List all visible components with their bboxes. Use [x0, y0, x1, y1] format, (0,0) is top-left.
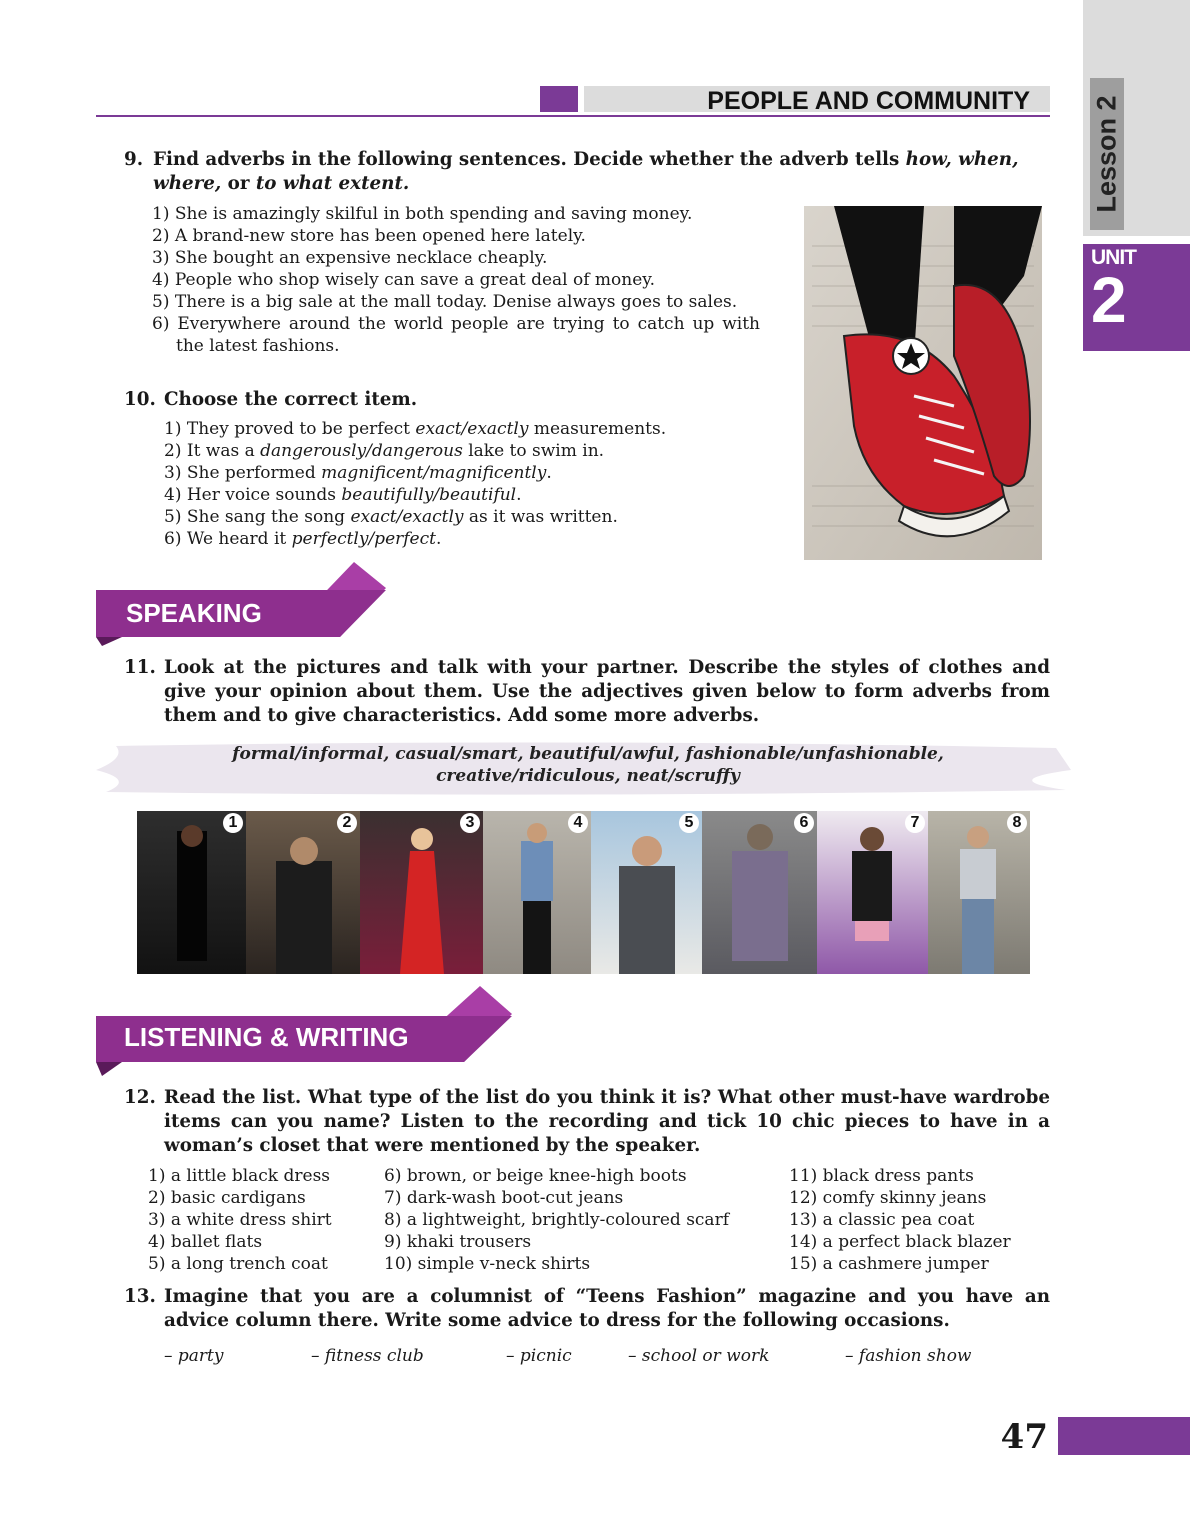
- occasions-list: [0, 1346, 1190, 1372]
- list-item: 14) a perfect black blazer: [789, 1232, 1011, 1252]
- instruction-text: Find adverbs in the following sentences. Decide whether the adverb tells: [153, 149, 906, 170]
- list-item: 3) a white dress shirt: [148, 1210, 332, 1230]
- task-number: 12.: [124, 1087, 156, 1108]
- list-item: 4) People who shop wisely can save a great deal of money.: [152, 270, 656, 290]
- list-item: 5) a long trench coat: [148, 1254, 328, 1274]
- page-title: PEOPLE AND COMMUNITY: [707, 87, 1030, 115]
- list-item: 1) She is amazingly skilful in both spending and saving money.: [152, 204, 693, 224]
- task-9-list: [152, 203, 760, 357]
- list-item: 13) a classic pea coat: [789, 1210, 975, 1230]
- list-item: 1) a little black dress: [148, 1166, 331, 1186]
- task-10-instruction: [124, 388, 624, 414]
- photo-number: 1: [223, 813, 243, 833]
- photo-6: [702, 811, 817, 974]
- list-item: 6) We heard it perfectly/perfect.: [164, 529, 442, 549]
- photo-number: 5: [679, 813, 699, 833]
- lesson-label-wrap: [1090, 78, 1124, 230]
- occasion-item: – school or work: [628, 1346, 770, 1366]
- list-item: 3) She performed magnificent/magnificently.: [164, 463, 552, 483]
- page-number: 47: [1000, 1417, 1048, 1457]
- list-item: 9) khaki trousers: [384, 1232, 532, 1252]
- adjectives-line: formal/informal, casual/smart, beautiful/awful, fashionable/unfashionable,: [232, 744, 944, 764]
- photo-number: 8: [1007, 813, 1027, 833]
- header-accent-square: [540, 86, 578, 112]
- photo-8: [928, 811, 1030, 974]
- photo-number: 6: [794, 813, 814, 833]
- task-number: 11.: [124, 657, 156, 678]
- task-number: 10.: [124, 389, 156, 410]
- task-12-instruction: [124, 1086, 1050, 1160]
- occasion-item: – picnic: [506, 1346, 572, 1366]
- list-item: 7) dark-wash boot-cut jeans: [384, 1188, 624, 1208]
- list-item: 1) They proved to be perfect exact/exactly measurements.: [164, 419, 667, 439]
- photo-4: [483, 811, 591, 974]
- adjectives-box: [150, 743, 1026, 787]
- photo-number: 7: [905, 813, 925, 833]
- task-13-instruction: [124, 1285, 1050, 1335]
- task-12-column-2: [384, 1165, 729, 1275]
- list-item: 2) It was a dangerously/dangerous lake to swim in.: [164, 441, 605, 461]
- photo-number: 3: [460, 813, 480, 833]
- photo-7: [817, 811, 928, 974]
- photo-2: [246, 811, 360, 974]
- list-item: 4) ballet flats: [148, 1232, 263, 1252]
- speaking-title: SPEAKING: [126, 598, 262, 628]
- list-item: 4) Her voice sounds beautifully/beautiful.: [164, 485, 522, 505]
- lesson-label: Lesson 2: [1091, 95, 1122, 213]
- instruction-text: Choose the correct item.: [164, 389, 418, 410]
- task-number: 13.: [124, 1286, 156, 1307]
- fashion-photo-strip: [137, 811, 1030, 974]
- occasion-item: – fashion show: [845, 1346, 972, 1366]
- task-11-instruction: [124, 656, 1050, 730]
- instruction-text: Imagine that you are a columnist of “Teens Fashion” magazine and you have an advice column there. Write some advice to dress for the following occasions.: [164, 1286, 1050, 1331]
- instruction-emphasis: how, when,: [905, 149, 1019, 170]
- instruction-emphasis: where,: [153, 173, 222, 194]
- list-item: 12) comfy skinny jeans: [789, 1188, 987, 1208]
- adjectives-line: creative/ridiculous, neat/scruffy: [436, 766, 740, 786]
- list-item: 3) She bought an expensive necklace cheaply.: [152, 248, 548, 268]
- instruction-text: Look at the pictures and talk with your partner. Describe the styles of clothes and give your opinion about them. Use the adjectives given below to form adverbs from them and to give characteristics. Add some more adverbs.: [164, 657, 1050, 726]
- photo-number: 2: [337, 813, 357, 833]
- list-item: 2) A brand-new store has been opened here lately.: [152, 226, 586, 246]
- list-item: 5) There is a big sale at the mall today. Denise always goes to sales.: [152, 292, 738, 312]
- occasion-item: – party: [164, 1346, 224, 1366]
- header-rule: [96, 115, 1050, 117]
- photo-1: [137, 811, 246, 974]
- task-10-list: [164, 418, 764, 550]
- photo-number: 4: [568, 813, 588, 833]
- list-item: 15) a cashmere jumper: [789, 1254, 989, 1274]
- unit-number: 2: [1091, 264, 1127, 336]
- task-12-column-3: [789, 1165, 1011, 1275]
- list-item: 10) simple v-neck shirts: [384, 1254, 591, 1274]
- task-9-instruction: [124, 148, 1050, 198]
- task-12-column-1: [148, 1165, 332, 1275]
- list-item: 2) basic cardigans: [148, 1188, 306, 1208]
- photo-3: [360, 811, 483, 974]
- unit-label: UNIT: [1091, 246, 1136, 269]
- occasion-item: – fitness club: [311, 1346, 424, 1366]
- photo-5: [591, 811, 702, 974]
- task-number: 9.: [124, 149, 144, 170]
- list-item: 6) brown, or beige knee-high boots: [384, 1166, 687, 1186]
- list-item: 6) Everywhere around the world people are trying to catch up with the latest fashions.: [152, 314, 760, 356]
- instruction-emphasis: to what extent.: [255, 173, 410, 194]
- instruction-text: or: [221, 173, 256, 194]
- listening-writing-title: LISTENING & WRITING: [124, 1022, 409, 1052]
- instruction-text: Read the list. What type of the list do you think it is? What other must-have wardrobe items can you name? Listen to the recording and tick 10 chic pieces to have in a woman’s closet that were mentioned by the speaker.: [164, 1087, 1050, 1156]
- page-number-bar: [1058, 1417, 1190, 1455]
- unit-tab: [1083, 244, 1190, 351]
- sneaker-illustration: [804, 206, 1042, 560]
- list-item: 8) a lightweight, brightly-coloured scarf: [384, 1210, 729, 1230]
- list-item: 5) She sang the song exact/exactly as it was written.: [164, 507, 618, 527]
- list-item: 11) black dress pants: [789, 1166, 974, 1186]
